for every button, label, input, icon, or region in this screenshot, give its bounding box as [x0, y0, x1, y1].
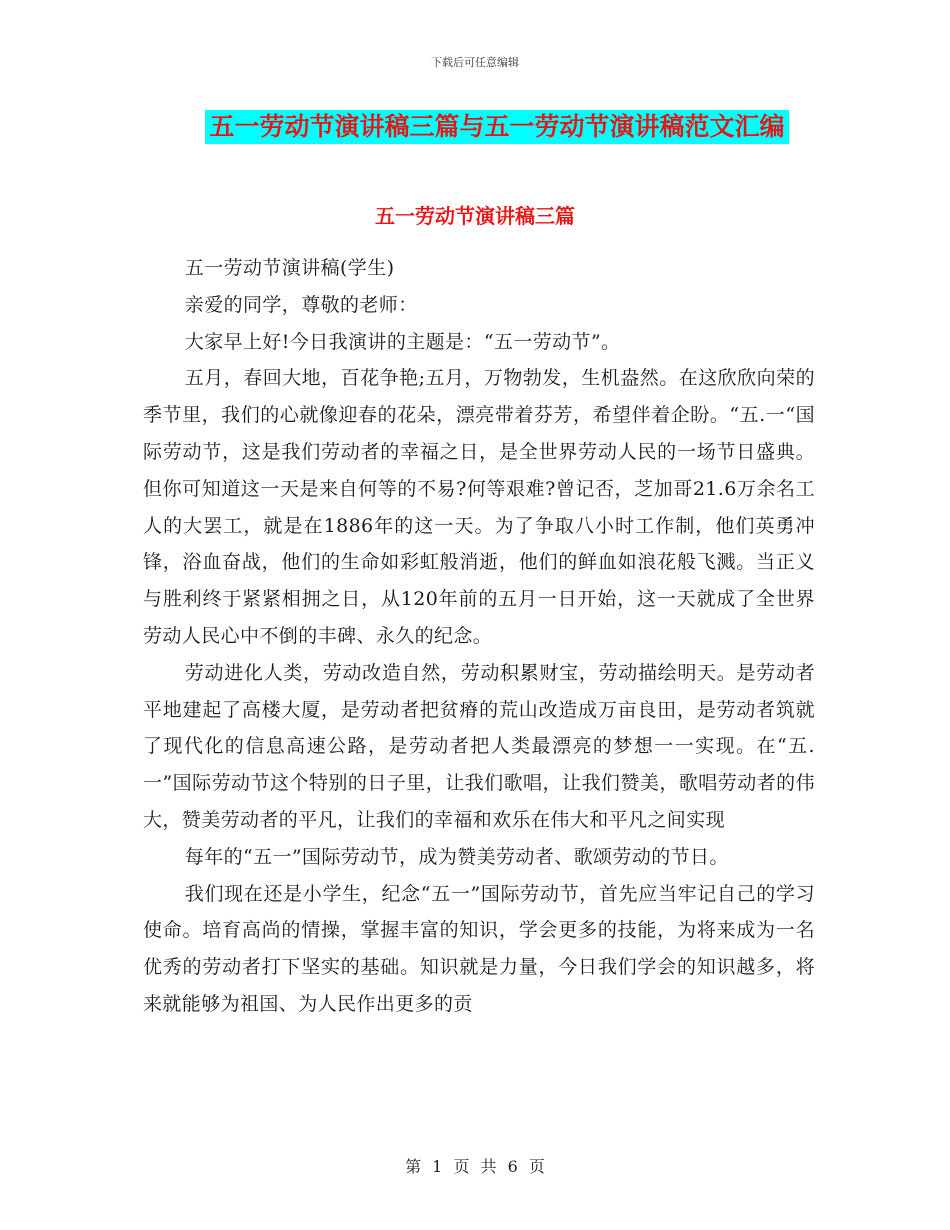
paragraph-greeting: 大家早上好!今日我演讲的主题是：“五一劳动节”。	[184, 330, 621, 353]
paragraph-speech-title: 五一劳动节演讲稿(学生)	[184, 257, 395, 279]
paragraph-salutation: 亲爱的同学，尊敬的老师：	[184, 293, 418, 316]
main-title-container	[0, 110, 950, 144]
paragraph-annual-festival: 每年的“五一”国际劳动节，成为赞美劳动者、歌颂劳动的节日。	[184, 845, 729, 868]
paragraph-student-mission: 我们现在还是小学生，纪念“五一”国际劳动节，首先应当牢记自己的学习使命。培育高尚的情操，掌握丰富的知识，学会更多的技能，为将来成为一名优秀的劳动者打下坚实的基础。知识就是力量，今日我们学会的知识越多，将来就能够为祖国、为人民作出更多的贡	[143, 882, 815, 1015]
paragraph-may-history: 五月，春回大地，百花争艳;五月，万物勃发，生机盎然。在这欣欣向荣的季节里，我们的心就像迎春的花朵，漂亮带着芬芳，希望伴着企盼。“五.一“国际劳动节，这是我们劳动者的幸福之日，是全世界劳动人民的一场节日盛典。但你可知道这一天是来自何等的不易?何等艰难?曾记否，芝加哥21.6万余名工人的大罢工，就是在1886年的这一天。为了争取八小时工作制，他们英勇冲锋，浴血奋战，他们的生命如彩虹般消逝，他们的鲜血如浪花般飞溅。当正义与胜利终于紧紧相拥之日，从120年前的五月一日开始，这一天就成了全世界劳动人民心中不倒的丰碑、永久的纪念。	[143, 367, 815, 647]
page-footer: 第 1 页 共 6 页	[405, 1157, 545, 1176]
paragraph-labor-praise: 劳动进化人类，劳动改造自然，劳动积累财宝，劳动描绘明天。是劳动者平地建起了高楼大厦，是劳动者把贫瘠的荒山改造成万亩良田，是劳动者筑就了现代化的信息高速公路，是劳动者把人类最漂亮的梦想一一实现。在“五.一”国际劳动节这个特别的日子里，让我们歌唱，让我们赞美，歌唱劳动者的伟大，赞美劳动者的平凡，让我们的幸福和欢乐在伟大和平凡之间实现	[143, 661, 815, 831]
document-body	[143, 218, 815, 1023]
section-title: 五一劳动节演讲稿三篇	[375, 204, 575, 228]
main-title: 五一劳动节演讲稿三篇与五一劳动节演讲稿范文汇编	[205, 110, 788, 144]
header-note: 下载后可任意编辑	[431, 56, 519, 69]
